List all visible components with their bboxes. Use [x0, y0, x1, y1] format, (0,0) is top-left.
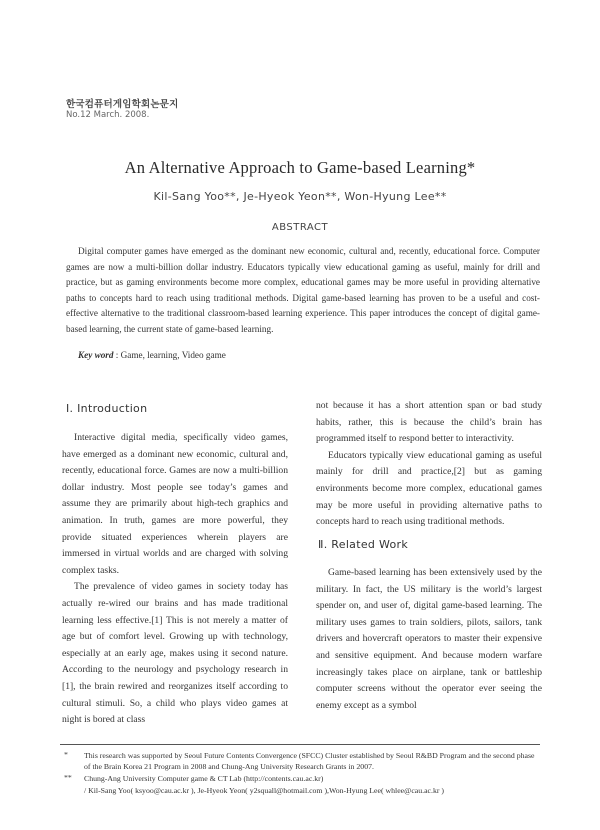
footnote-1-mark: *	[64, 750, 68, 759]
footnote-1-text: This research was supported by Seoul Future Contents Convergence (SFCC) Cluster established by Seoul R&BD Program and the second phase of the Brain Korea 21 Program in 2008 and Chung-Ang University Research Grants in 2007.	[84, 751, 535, 771]
right-column-top	[316, 398, 542, 531]
section-heading-related-work: Ⅱ. Related Work	[318, 538, 409, 551]
section-heading-introduction: Ⅰ. Introduction	[66, 402, 148, 415]
keywords-values: Game, learning, Video game	[120, 350, 226, 360]
abstract-text: Digital computer games have emerged as the dominant new economic, cultural and, recently, educational force. Computer games are now a multi-billion dollar industry. Educators typically view educational gaming as useful, mainly for drill and practice, but as gaming environments become more complex, educational games may be more useful in providing alternative paths to concepts hard to reach using traditional methods. Digital game-based learning has proven to be a useful and cost-effective alternative to the traditional classroom-based learning experience. This paper introduces the concept of digital game-based learning, the current state of game-based learning.	[66, 246, 540, 334]
right-column-bottom	[316, 565, 542, 714]
footnote-2-mark: **	[64, 773, 72, 782]
paper-authors: Kil-Sang Yoo**, Je-Hyeok Yeon**, Won-Hyung Lee**	[153, 190, 447, 203]
left-column	[62, 430, 288, 729]
keywords-line	[78, 350, 226, 360]
paper-title: An Alternative Approach to Game-based Learning*	[124, 158, 476, 177]
footnote-2-line-1: Chung-Ang University Computer game & CT Lab (http://contents.cau.ac.kr)	[84, 774, 324, 783]
footnote-2-line-2: / Kil-Sang Yoo( ksyoo@cau.ac.kr ), Je-Hyeok Yeon( y2squall@hotmail.com ),Won-Hyung Lee( whlee@cau.ac.kr )	[84, 786, 444, 795]
journal-name: 한국컴퓨터게임학회논문지	[66, 99, 179, 110]
intro-continuation: not because it has a short attention span or bad study habits, rather, this is because the child’s brain has programmed itself to respond better to interactivity.	[316, 400, 542, 445]
intro-paragraph-2: The prevalence of video games in society today has actually re-wired our brains and has made traditional learning less effective.[1] This is not merely a matter of age but of comfort level. Growing up with technology, especially at an early age, makes using it second nature. According to the neurology and psychology research in [1], the brain rewired and reorganizes itself according to cultural stimuli. So, a child who plays video games at night is bored at class	[62, 581, 288, 726]
related-paragraph-1: Game-based learning has been extensively used by the military. In fact, the US military is the world’s largest spender on, and user of, digital game-based learning. The military uses games to train soldiers, pilots, sailors, tank drivers and hovercraft operators to master their expensive and sensitive equipment. And because modern warfare increasingly takes place on airplane, tank or battleship computer screens without the operator ever seeing the enemy except as a symbol	[316, 567, 542, 711]
keywords-label: Key word	[78, 350, 114, 360]
issue-info: No.12 March. 2008.	[66, 110, 150, 120]
keywords-separator: :	[113, 350, 121, 360]
intro-paragraph-1: Interactive digital media, specifically video games, have emerged as a dominant new economic, cultural and, recently, educational force. Games are now a multi-billion dollar industry. Most people see today’s games and assume they are primarily about high-tech graphics and animation. In truth, games are more powerful, they provide situated experiences wherein players are immersed in virtual worlds and are charged with solving complex tasks.	[62, 432, 288, 576]
footnote-divider	[60, 744, 540, 745]
intro-paragraph-3: Educators typically view educational gaming as useful mainly for drill and practice,[2] but as gaming environments become more complex, educational games may be more useful in providing alternative paths to concepts hard to reach using traditional methods.	[316, 449, 542, 528]
abstract-heading: ABSTRACT	[271, 222, 329, 233]
